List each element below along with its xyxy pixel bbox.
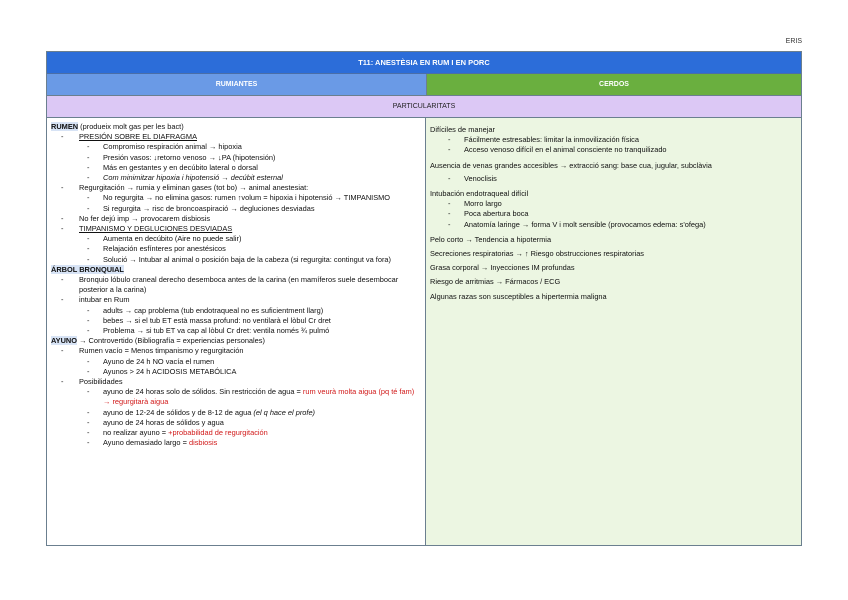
bullet-dash: - — [87, 428, 90, 438]
timpanismo-heading: TIMPANISMO Y DEGLUCIONES DESVIADAS — [79, 224, 233, 234]
bullet-dash: - — [87, 152, 90, 162]
item-text: Ayunos > 24 h ACIDOSIS METABÓLICA — [103, 366, 237, 376]
bullet-dash: - — [87, 254, 90, 264]
bullet-dash: - — [448, 145, 451, 155]
item-text: Aumenta en decúbito (Aire no puede salir) — [103, 234, 242, 244]
item-text: Compromiso respiración animal → hipoxia — [103, 142, 242, 152]
bullet-dash: - — [87, 417, 90, 427]
header-cerdos: CERDOS — [427, 74, 801, 95]
list-heading: Secreciones respiratorias → ↑ Riesgo obstrucciones respiratorias — [430, 249, 645, 259]
list-item — [51, 132, 421, 142]
list-item — [51, 438, 421, 448]
list-item — [51, 377, 421, 387]
section-block — [430, 161, 797, 184]
author-tag: ERIS — [785, 38, 802, 45]
ayuno-heading: AYUNO — [51, 336, 78, 346]
bullet-dash: - — [87, 305, 90, 315]
list-item — [51, 326, 421, 336]
item-text: Poca abertura boca — [464, 209, 529, 219]
item-text: Regurgitación → rumia y eliminan gases (tot bo) → animal anestesiat: — [79, 183, 309, 193]
item-text: Si regurgita → risc de broncoaspiració → degluciones desviadas — [103, 203, 315, 213]
item-text: Ayuno demasiado largo = — [103, 438, 189, 448]
bullet-dash: - — [448, 199, 451, 209]
item-text: No regurgita → no elimina gasos: rumen ↑volum = hipoxia i hipotensió → TIMPANISMO — [103, 193, 391, 203]
bullet-dash: - — [61, 346, 64, 356]
rumen-note: (produeix molt gas per les bact) — [78, 122, 184, 131]
list-item — [51, 346, 421, 356]
bullet-dash: - — [61, 132, 64, 142]
bullet-dash: - — [61, 275, 64, 285]
header-rumiantes: RUMIANTES — [47, 74, 427, 95]
table-body — [47, 118, 801, 545]
list-item — [51, 163, 421, 173]
bullet-dash: - — [87, 438, 90, 448]
highlight-text: +probabilidad de regurgitación — [168, 428, 268, 438]
list-item — [51, 244, 421, 254]
bullet-dash: - — [87, 356, 90, 366]
list-item — [430, 199, 797, 209]
list-item — [51, 183, 421, 193]
item-text: Fácilmente estresables: limitar la inmovilización física — [464, 135, 639, 145]
list-item — [430, 145, 797, 155]
bullet-dash: - — [87, 366, 90, 376]
item-text: Anatomía laringe → forma V i molt sensible (provocamos edema: s'ofega) — [464, 219, 706, 229]
bullet-dash: - — [448, 135, 451, 145]
bullet-dash: - — [448, 219, 451, 229]
item-text: Relajación esfínteres por anestésicos — [103, 244, 226, 254]
list-item — [51, 193, 421, 203]
list-item — [51, 153, 421, 163]
item-text: bebes → si el tub ET està massa profund: no ventilarà el lòbul Cr dret — [103, 315, 331, 325]
item-text: Acceso venoso difícil en el animal consciente no tranquilizado — [464, 145, 667, 155]
item-text: ayuno de 12-24 de sólidos y de 8-12 de agua — [103, 407, 254, 417]
item-text: No fer dejú imp → provocarem disbiosis — [79, 213, 211, 223]
list-item — [51, 306, 421, 316]
bullet-dash: - — [61, 377, 64, 387]
highlight-text: rum veurà molta aigua (pq té fam) → regurgitarà aigua — [103, 387, 415, 407]
item-text: Morro largo — [464, 199, 502, 209]
item-text — [103, 387, 421, 407]
table-title: T11: ANESTÈSIA EN RUM I EN PORC — [47, 52, 801, 74]
item-text: intubar en Rum — [79, 295, 130, 305]
arbol-heading: ÁRBOL BRONQUIAL — [51, 264, 124, 274]
item-text: Problema → si tub ET va cap al lòbul Cr dret: ventila només ¾ pulmó — [103, 326, 330, 336]
list-item — [51, 204, 421, 214]
list-heading: Intubación endotraqueal difícil — [430, 189, 529, 199]
item-text: no realizar ayuno = — [103, 428, 169, 438]
bullet-dash: - — [448, 173, 451, 183]
list-item — [51, 234, 421, 244]
bullet-dash: - — [87, 162, 90, 172]
item-text: Posibilidades — [79, 377, 123, 387]
list-heading: Grasa corporal → Inyecciones IM profundas — [430, 263, 575, 273]
list-item — [51, 418, 421, 428]
list-item — [51, 295, 421, 305]
ayuno-line — [51, 336, 421, 346]
item-text: Más en gestantes y en decúbito lateral o dorsal — [103, 162, 258, 172]
list-item — [51, 408, 421, 418]
arbol-line — [51, 265, 421, 275]
list-heading: Ausencia de venas grandes accesibles → extracció sang: base cua, jugular, subclàvia — [430, 160, 712, 170]
list-item — [51, 275, 421, 295]
list-item — [51, 367, 421, 377]
item-text: Com minimitzar hipoxia i hipotensió → decúbit esternal — [103, 173, 283, 183]
cerdos-column — [426, 118, 801, 545]
highlight-text: disbiosis — [188, 438, 218, 448]
list-item — [51, 428, 421, 438]
bullet-dash: - — [87, 193, 90, 203]
bullet-dash: - — [448, 209, 451, 219]
rumen-line — [51, 122, 421, 132]
column-headers — [47, 74, 801, 96]
bullet-dash: - — [87, 315, 90, 325]
section-block — [430, 189, 797, 230]
item-text: Rumen vacío = Menos timpanismo y regurgitación — [79, 346, 244, 356]
section-block — [430, 125, 797, 156]
item-text: Venoclisis — [464, 173, 497, 183]
list-heading: Algunas razas son susceptibles a hipertermia maligna — [430, 291, 607, 301]
summary-table — [46, 51, 802, 546]
list-item — [51, 214, 421, 224]
bullet-dash: - — [61, 183, 64, 193]
item-text: Bronquio lóbulo craneal derecho desemboca antes de la carina (en mamíferos suele desembocar posterior a la carina) — [79, 275, 399, 295]
list-heading: Difíciles de manejar — [430, 125, 495, 134]
list-item — [430, 174, 797, 184]
bullet-dash: - — [87, 142, 90, 152]
list-item — [430, 220, 797, 230]
list-item — [430, 135, 797, 145]
item-note: (el q hace el profe) — [253, 407, 316, 417]
list-item — [51, 224, 421, 234]
rumen-heading: RUMEN — [51, 122, 79, 131]
list-item — [51, 173, 421, 183]
presion-diafragma: PRESIÓN SOBRE EL DIAFRAGMA — [79, 132, 198, 142]
ayuno-note: → Controvertido (Bibliografía = experiencias personales) — [77, 336, 265, 346]
item-text: adults → cap problema (tub endotraqueal no es suficientment llarg) — [103, 305, 324, 315]
particularitats-row: PARTICULARITATS — [47, 96, 801, 118]
list-heading: Pelo corto → Tendencia a hipotermia — [430, 234, 552, 244]
list-item — [51, 255, 421, 265]
bullet-dash: - — [87, 244, 90, 254]
list-item — [51, 142, 421, 152]
bullet-dash: - — [87, 387, 90, 397]
bullet-dash: - — [61, 213, 64, 223]
item-text-part: ayuno de 24 horas solo de sólidos. Sin restricción de agua = — [103, 387, 303, 397]
list-item — [51, 316, 421, 326]
bullet-dash: - — [87, 326, 90, 336]
bullet-dash: - — [61, 295, 64, 305]
bullet-dash: - — [87, 173, 90, 183]
list-item — [51, 357, 421, 367]
bullet-dash: - — [61, 224, 64, 234]
item-text: Ayuno de 24 h NO vacía el rumen — [103, 356, 215, 366]
list-heading: Riesgo de arritmias → Fármacos / ECG — [430, 277, 561, 287]
bullet-dash: - — [87, 234, 90, 244]
list-item — [51, 387, 421, 407]
item-text: Presión vasos: ↓retorno venoso → ↓PA (hipotensión) — [103, 152, 276, 162]
bullet-dash: - — [87, 203, 90, 213]
rumiantes-column — [47, 118, 426, 545]
item-text: Solució → Intubar al animal o posición baja de la cabeza (si regurgita: contingut va fora) — [103, 254, 391, 264]
list-item — [430, 209, 797, 219]
bullet-dash: - — [87, 407, 90, 417]
item-text: ayuno de 24 horas de sólidos y agua — [103, 417, 224, 427]
